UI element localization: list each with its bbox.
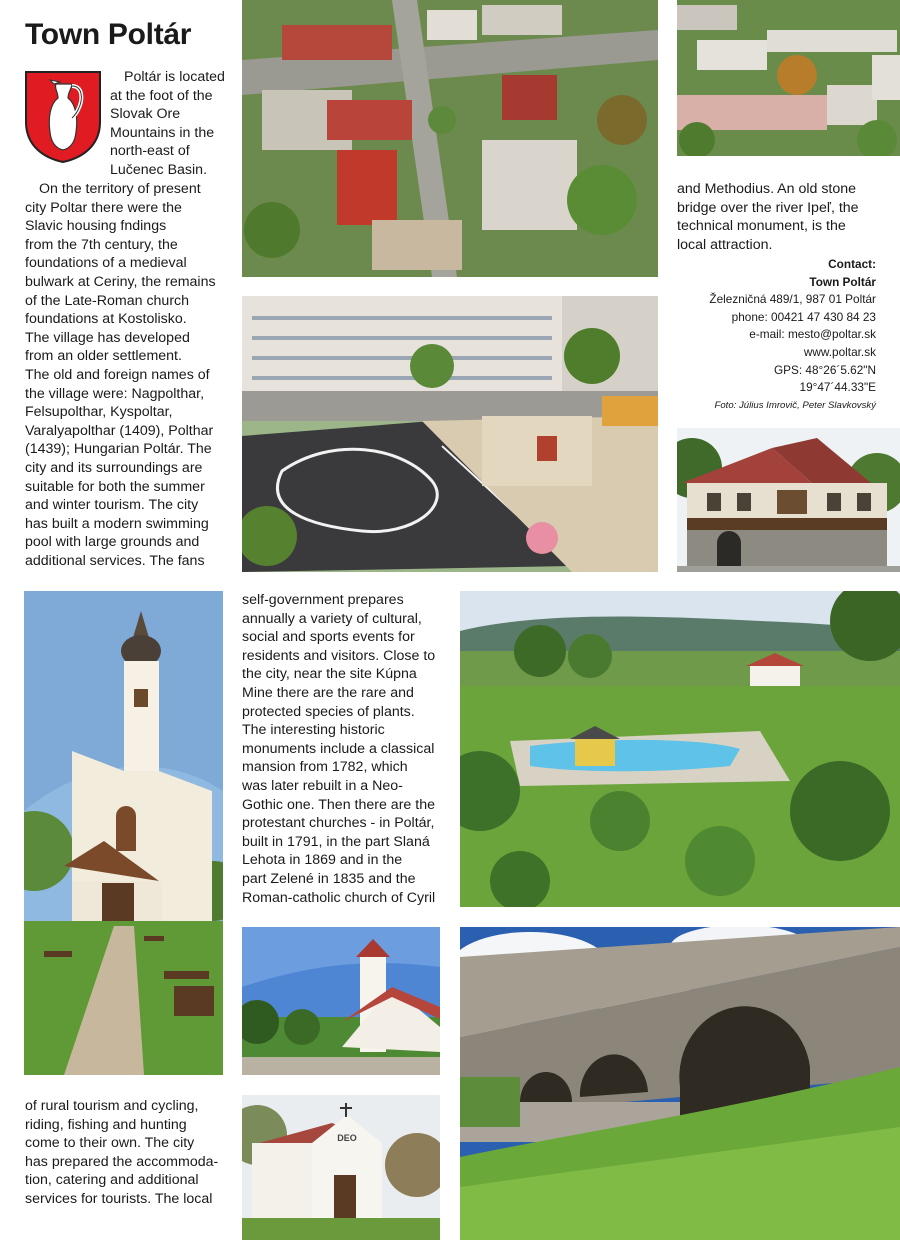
- col1-line: city and its surroundings are: [25, 459, 203, 476]
- col-bottom-line: riding, fishing and hunting: [25, 1116, 187, 1133]
- contact-web: www.poltar.sk: [803, 344, 876, 359]
- col-mid-line: protestant churches - in Poltár,: [242, 815, 435, 832]
- photo-church-tower: [24, 591, 223, 1075]
- col-mid-line: Gothic one. Then there are the: [242, 796, 435, 813]
- col1-line: and winter tourism. The city: [25, 497, 199, 514]
- page-title: Town Poltár: [25, 18, 192, 51]
- photo-traffic-playground: [242, 296, 658, 572]
- col1-line: foundations of a medieval: [25, 255, 187, 272]
- column-1-text: [25, 180, 240, 570]
- col1-line: foundations at Kostolisko.: [25, 311, 187, 328]
- column-middle-text: [242, 591, 457, 907]
- photo-mansion: [677, 428, 900, 572]
- col-mid-line: Lehota in 1869 and in the: [242, 852, 403, 869]
- col-mid-line: mansion from 1782, which: [242, 759, 408, 776]
- contact-phone: phone: 00421 47 430 84 23: [731, 309, 876, 324]
- photo-aerial-town: [242, 0, 658, 277]
- photo-stone-bridge: [460, 927, 900, 1240]
- col-right-line: local attraction.: [677, 236, 773, 253]
- col-mid-line: Roman-catholic church of Cyril: [242, 889, 436, 906]
- col1-line: bulwark at Ceriny, the remains: [25, 273, 216, 290]
- col-mid-line: annually a variety of cultural,: [242, 610, 422, 627]
- col-right-line: technical monument, is the: [677, 218, 846, 235]
- col-right-line: and Methodius. An old stone: [677, 181, 857, 197]
- contact-address: Železničná 489/1, 987 01 Poltár: [709, 292, 876, 307]
- contact-gps-n: GPS: 48°26´5.62"N: [773, 362, 876, 377]
- intro-paragraph: Poltár is located at the foot of the Slovak Ore Mountains in the north-east of Lučenec Basin.: [110, 69, 225, 178]
- contact-heading: Contact:: [828, 257, 876, 271]
- col-mid-line: The interesting historic: [242, 722, 385, 739]
- col1-line: has built a modern swimming: [25, 515, 209, 532]
- col1-line: city Poltar there were the: [25, 199, 182, 216]
- col-bottom-line: has prepared the accommoda-: [25, 1153, 219, 1170]
- col1-line: from an older settlement.: [25, 348, 182, 365]
- contact-email: e-mail: mesto@poltar.sk: [749, 327, 876, 342]
- col1-line: The village has developed: [25, 329, 190, 346]
- photo-modern-church: [242, 927, 440, 1075]
- col-mid-line: protected species of plants.: [242, 703, 415, 720]
- photo-housing-blocks: [677, 0, 900, 156]
- col1-line: suitable for both the summer: [25, 478, 205, 495]
- contact-name: Town Poltár: [809, 274, 876, 289]
- photo-chapel: [242, 1095, 440, 1240]
- col-mid-line: residents and visitors. Close to: [242, 647, 436, 664]
- col-mid-line: social and sports events for: [242, 629, 415, 646]
- col1-line: additional services. The fans: [25, 552, 205, 569]
- coat-of-arms-jug-icon: [24, 70, 102, 164]
- col1-line: The old and foreign names of: [25, 366, 210, 383]
- col-bottom-line: of rural tourism and cycling,: [25, 1098, 199, 1114]
- col1-line: the village were: Nagpolthar,: [25, 385, 205, 402]
- contact-block: [677, 256, 876, 414]
- intro-text: [110, 68, 228, 180]
- col1-line: (1439); Hungarian Poltár. The: [25, 441, 212, 458]
- col-mid-line: monuments include a classical: [242, 740, 435, 757]
- photo-credit: Foto: Július Imrovič, Peter Slavkovský: [714, 399, 876, 411]
- col1-line: from the 7th century, the: [25, 236, 178, 253]
- col1-line: of the Late-Roman church: [25, 292, 190, 309]
- photo-swimming-pool: [460, 591, 900, 907]
- col1-line: On the territory of present: [39, 181, 201, 197]
- col-mid-line: self-government prepares: [242, 592, 404, 608]
- col-bottom-line: tion, catering and additional: [25, 1172, 199, 1189]
- col-mid-line: the city, near the site Kúpna: [242, 666, 417, 683]
- col-mid-line: Mine there are the rare and: [242, 684, 414, 701]
- col1-line: Varalyapolthar (1409), Polthar: [25, 422, 214, 439]
- contact-gps-e: 19°47´44.33"E: [799, 380, 876, 395]
- col-mid-line: built in 1791, in the part Slaná: [242, 833, 430, 850]
- col-mid-line: was later rebuilt in a Neo-: [242, 777, 403, 794]
- chapel-sign: DEO: [337, 1133, 357, 1143]
- col-right-line: bridge over the river Ipeľ, the: [677, 199, 859, 216]
- column-bottom-text: [25, 1097, 240, 1209]
- col1-line: pool with large grounds and: [25, 534, 200, 551]
- col1-line: Felsupolthar, Kyspoltar,: [25, 404, 173, 421]
- col-bottom-line: come to their own. The city: [25, 1135, 195, 1152]
- col-mid-line: part Zelené in 1835 and the: [242, 870, 416, 887]
- column-right-text: [677, 180, 892, 254]
- col1-line: Slavic housing fndings: [25, 218, 167, 235]
- col-bottom-line: services for tourists. The local: [25, 1190, 213, 1207]
